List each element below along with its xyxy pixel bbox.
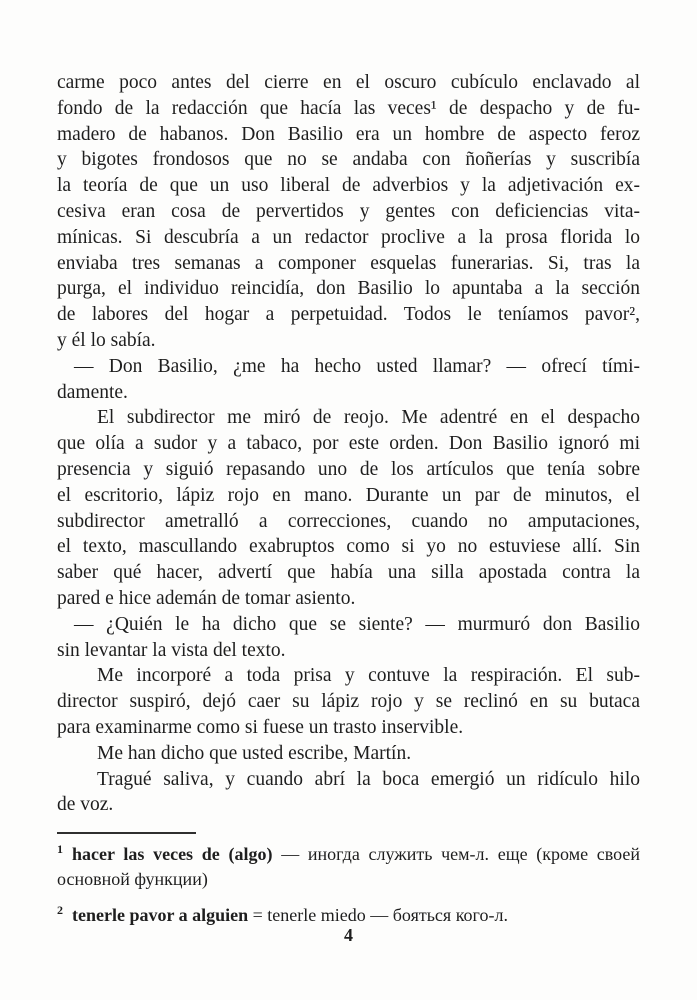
text-line: carme poco antes del cierre en el oscuro cubículo enclavado al	[57, 72, 640, 93]
text-line: pared e hice ademán de tomar asiento.	[57, 587, 356, 609]
text-line: subdirector ametralló a correcciones, cuando no amputaciones,	[57, 510, 640, 532]
footnote-term: tenerle pavor a alguien	[72, 905, 249, 925]
text-line: — ¿Quién le ha dicho que se siente? — murmuró don Basilio	[74, 613, 640, 635]
text-line: Me han dicho que usted escribe, Martín.	[97, 742, 412, 764]
text-line: para examinarme como si fuese un trasto inservible.	[57, 716, 464, 738]
text-line: y él lo sabía.	[57, 329, 156, 351]
footnote-separator	[57, 832, 196, 834]
footnote	[57, 842, 640, 892]
text-line: mínicas. Si descubría a un redactor proclive a la prosa florida lo	[57, 226, 640, 248]
footnote-term: hacer las veces de (algo)	[72, 844, 273, 864]
footnote-translation: = tenerle miedo — бояться кого-л.	[248, 905, 508, 925]
text-line: que olía a sudor y a tabaco, por este orden. Don Basilio ignoró mi	[57, 433, 640, 455]
text-line: el escritorio, lápiz rojo en mano. Durante un par de minutos, el	[57, 484, 640, 506]
footnote-marker: 2	[57, 903, 63, 917]
text-line: — Don Basilio, ¿me ha hecho usted llamar? — ofrecí tími-	[74, 355, 640, 377]
footnote-marker: 1	[57, 842, 63, 856]
text-line: enviaba tres semanas a componer esquelas funerarias. Si, tras la	[57, 252, 640, 274]
text-line: saber qué hacer, advertí que había una silla apostada contra la	[57, 562, 640, 584]
text-line: y bigotes frondosos que no se andaba con ñoñerías y suscribía	[57, 149, 640, 171]
text-line: presencia y siguió repasando uno de los artículos que tenía sobre	[57, 458, 640, 480]
text-line: fondo de la redacción que hacía las veces¹ de despacho y de fu-	[57, 97, 640, 119]
text-line: el texto, mascullando exabruptos como si yo no estuviese allí. Sin	[57, 536, 640, 558]
text-line: sin levantar la vista del texto.	[57, 639, 286, 661]
text-line: de labores del hogar a perpetuidad. Todos le teníamos pavor²,	[57, 304, 640, 326]
text-line: cesiva eran cosa de pervertidos y gentes con deficiencias vita-	[57, 200, 640, 222]
footnote-translation: — иногда служить чем-л. еще (кроме своей основной функции)	[57, 844, 640, 889]
text-line: damente.	[57, 381, 128, 403]
text-line: purga, el individuo reincidía, don Basilio lo apuntaba a la sección	[57, 278, 640, 300]
text-line: Tragué saliva, y cuando abrí la boca emergió un ridículo hilo	[97, 768, 640, 790]
text-line: El subdirector me miró de reojo. Me adentré en el despacho	[97, 407, 640, 429]
footnotes-block	[57, 842, 640, 928]
text-line: de voz.	[57, 794, 114, 816]
page-number: 4	[344, 925, 353, 945]
text-line: director suspiró, dejó caer su lápiz rojo y se reclinó en su butaca	[57, 691, 640, 713]
text-line: la teoría de que un uso liberal de adverbios y la adjetivación ex-	[57, 175, 640, 197]
text-line: Me incorporé a toda prisa y contuve la respiración. El sub-	[97, 665, 640, 687]
text-line: madero de habanos. Don Basilio era un hombre de aspecto feroz	[57, 123, 640, 145]
main-text	[57, 70, 640, 818]
